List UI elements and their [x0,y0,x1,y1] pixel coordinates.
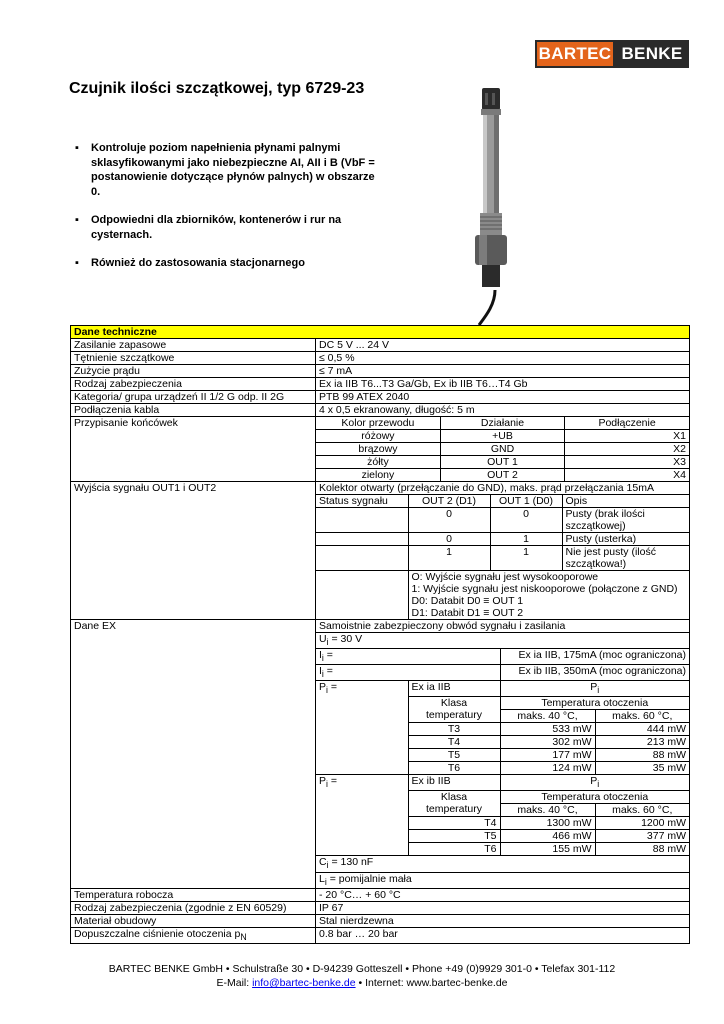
outputs-note: D0: Databit D0 ≡ OUT 1 [411,595,524,607]
spec-value: Ex ia IIB T6...T3 Ga/Gb, Ex ib IIB T6…T4 Gb [316,378,690,391]
ex-ci-value: = 130 nF [328,856,374,869]
terminal-cell: zielony [316,469,440,482]
ex-power: 533 mW [500,723,595,736]
ex-pi-head [500,681,689,697]
ex-p-sym: P [319,775,327,788]
table-row [71,620,690,889]
terminal-header: Kolor przewodu [316,417,440,430]
spec-label [71,927,316,943]
spec-label: Przypisanie końcówek [71,417,316,482]
ex-p-sym: P [319,681,327,694]
ex-col60: maks. 60 °C, [595,804,689,817]
ex-power: 177 mW [500,749,595,762]
ex-pi-label [316,681,408,775]
ex-li-sub: i [324,876,327,887]
footer-contact [0,977,724,989]
table-row [71,365,690,378]
feature-list [75,141,375,285]
ex-col40: maks. 40 °C, [500,804,595,817]
ex-cell [316,620,690,889]
outputs-notes [408,571,689,620]
terminal-cell: +UB [440,430,564,443]
ex-class: T4 [408,736,500,749]
ex-ib-name: Ex ib IIB [408,775,500,791]
ex-p-sub: i [326,779,328,790]
ex-ui [316,633,689,649]
ex-power: 466 mW [500,830,595,843]
feature-item: ▪ Odpowiedni dla zbiorników, kontenerów i rur na cysternach. [75,213,375,242]
terminal-cell: X4 [565,469,689,482]
outputs-note: D1: Databit D1 ≡ OUT 2 [411,607,524,619]
ex-amb-label: Temperatura otoczenia [500,697,689,710]
terminal-cell: żółty [316,456,440,469]
spec-value: IP 67 [316,901,690,914]
spec-label: Podłączenia kabla [71,404,316,417]
spec-table [70,325,690,944]
email-link[interactable]: info@bartec-benke.de [252,977,356,989]
feature-item: ▪ Również do zastosowania stacjonarnego [75,256,375,271]
ex-eq: = [323,649,333,662]
ex-power: 88 mW [595,749,689,762]
spec-value: 0.8 bar … 20 bar [316,927,690,943]
ex-i-sym: I [319,665,322,678]
table-row [71,404,690,417]
spec-value: DC 5 V ... 24 V [316,339,690,352]
ex-class-label: Klasa temperatury [408,697,500,723]
ex-ui-sym: U [319,633,327,645]
status-label: Status sygnału [316,495,408,508]
ex-ci [316,856,689,872]
terminal-cell: X2 [565,443,689,456]
ex-p-sym: P [590,681,598,694]
spec-label: Rodzaj zabezpieczenia (zgodnie z EN 60529) [71,901,316,914]
company-logo [535,40,689,68]
outputs-cell-value: 0 [408,533,490,546]
table-row [71,901,690,914]
ex-ia-name: Ex ia IIB [408,681,500,697]
ex-p-sub: i [597,685,600,696]
spec-value: ≤ 0,5 % [316,352,690,365]
spec-label: Kategoria/ grupa urządzeń II 1/2 G odp. II 2G [71,391,316,404]
ex-power: 88 mW [595,843,689,856]
ex-ui-sub: i [326,637,329,648]
ex-ui-value: = 30 V [328,633,363,645]
outputs-cell [316,482,690,620]
table-row [71,888,690,901]
table-row [71,914,690,927]
ex-class: T3 [408,723,500,736]
ex-li [316,872,689,888]
ex-power: 213 mW [595,736,689,749]
ex-i-sub: i [321,669,324,680]
ex-amb-label: Temperatura otoczenia [500,791,689,804]
ex-li-value: = pomijalnie mała [326,872,412,885]
spec-label: Tętnienie szczątkowe [71,352,316,365]
outputs-cell-value: Nie jest pusty (ilość szczątkowa!) [562,546,689,571]
ex-class: T5 [408,749,500,762]
ex-ci-sub: i [326,860,329,871]
spec-value: - 20 °C… + 60 °C [316,888,690,901]
outputs-cell-value: Pusty (brak ilości szczątkowej) [562,508,689,533]
table-row [71,339,690,352]
footer-address: BARTEC BENKE GmbH • Schulstraße 30 • D-94239 Gotteszell • Phone +49 (0)9929 301-0 • Telefax 301-112 [108,963,616,975]
terminal-table-cell [316,417,690,482]
ex-class: T4 [408,817,500,830]
outputs-desc: Kolektor otwarty (przełączanie do GND), maks. prąd przełączania 15mA [316,482,689,495]
spec-label: Rodzaj zabezpieczenia [71,378,316,391]
ex-i-sym: I [319,649,322,662]
ex-power: 1300 mW [500,817,595,830]
terminal-cell: OUT 1 [440,456,564,469]
table-row [71,927,690,943]
ex-power: 377 mW [595,830,689,843]
footer-email-prefix: E-Mail: [216,977,253,989]
ex-eq: = [327,681,338,694]
outputs-header: OUT 2 (D1) [408,495,490,508]
ex-circuit: Samoistnie zabezpieczony obwód sygnału i zasilania [316,620,689,633]
outputs-cell-value: 1 [490,546,562,571]
ex-class: T6 [408,843,500,856]
ex-power: 444 mW [595,723,689,736]
ex-power: 302 mW [500,736,595,749]
ex-eq: = [323,665,333,678]
spec-label: Materiał obudowy [71,914,316,927]
ex-pi-head [500,775,689,791]
spec-label: Temperatura robocza [71,888,316,901]
spec-header: Dane techniczne [71,326,690,339]
outputs-cell-value: Pusty (usterka) [562,533,689,546]
outputs-cell-value: 1 [490,533,562,546]
sensor-photo [455,85,525,325]
footer-internet: • Internet: www.bartec-benke.de [355,977,508,989]
ex-ii-label [316,665,500,681]
spec-label: Zużycie prądu [71,365,316,378]
ex-li-sym: L [319,872,325,885]
terminal-header: Działanie [440,417,564,430]
ex-pi-label [316,775,408,856]
ex-p-sub: i [597,779,600,790]
ex-class: T6 [408,762,500,775]
terminal-cell: różowy [316,430,440,443]
ex-power: 124 mW [500,762,595,775]
ex-ii-value: Ex ia IIB, 175mA (moc ograniczona) [500,649,689,665]
ex-i-sub: i [321,653,324,664]
ex-eq: = [327,775,338,788]
spec-value: Stal nierdzewna [316,914,690,927]
terminal-cell: brązowy [316,443,440,456]
ex-col60: maks. 60 °C, [595,710,689,723]
ex-ii-value: Ex ib IIB, 350mA (moc ograniczona) [500,665,689,681]
ex-col40: maks. 40 °C, [500,710,595,723]
logo-benke: BENKE [615,40,689,68]
spec-label: Zasilanie zapasowe [71,339,316,352]
terminal-cell: OUT 2 [440,469,564,482]
table-row [71,352,690,365]
ex-p-sub: i [326,685,328,696]
pressure-label: Dopuszczalne ciśnienie otoczenia p [74,927,241,940]
outputs-cell-value: 0 [490,508,562,533]
ex-power: 35 mW [595,762,689,775]
outputs-table [316,482,689,619]
ex-table [316,620,689,888]
spec-value: 4 x 0,5 ekranowany, długość: 5 m [316,404,690,417]
table-row [71,417,690,482]
ex-class: T5 [408,830,500,843]
outputs-header: Opis [562,495,689,508]
logo-bartec: BARTEC [535,40,615,68]
ex-class-label: Klasa temperatury [408,791,500,817]
spec-label: Wyjścia sygnału OUT1 i OUT2 [71,482,316,620]
ex-power: 1200 mW [595,817,689,830]
outputs-cell-value: 0 [408,508,490,533]
table-row [71,482,690,620]
outputs-cell-value: 1 [408,546,490,571]
ex-power: 155 mW [500,843,595,856]
terminal-cell: GND [440,443,564,456]
terminal-table [316,417,689,481]
page-title: Czujnik ilości szczątkowej, typ 6729-23 [69,80,365,97]
table-row [71,378,690,391]
spec-label: Dane EX [71,620,316,889]
ex-p-sym: P [590,775,598,788]
terminal-header: Podłączenie [565,417,689,430]
outputs-note: O: Wyjście sygnału jest wysokooporowe [411,571,599,583]
pressure-sub: N [240,931,247,942]
ex-ii-label [316,649,500,665]
spec-value: PTB 99 ATEX 2040 [316,391,690,404]
outputs-header: OUT 1 (D0) [490,495,562,508]
terminal-cell: X1 [565,430,689,443]
ex-ci-sym: C [319,856,327,869]
terminal-cell: X3 [565,456,689,469]
feature-item: ▪ Kontroluje poziom napełnienia płynami palnymi sklasyfikowanymi jako niebezpieczne AI, AII i B (VbF = postanowienie dotyczące płynów palnych) w obszarze 0. [75,141,375,199]
table-row [71,391,690,404]
spec-value: ≤ 7 mA [316,365,690,378]
outputs-note: 1: Wyjście sygnału jest niskooporowe (połączone z GND) [411,583,678,595]
